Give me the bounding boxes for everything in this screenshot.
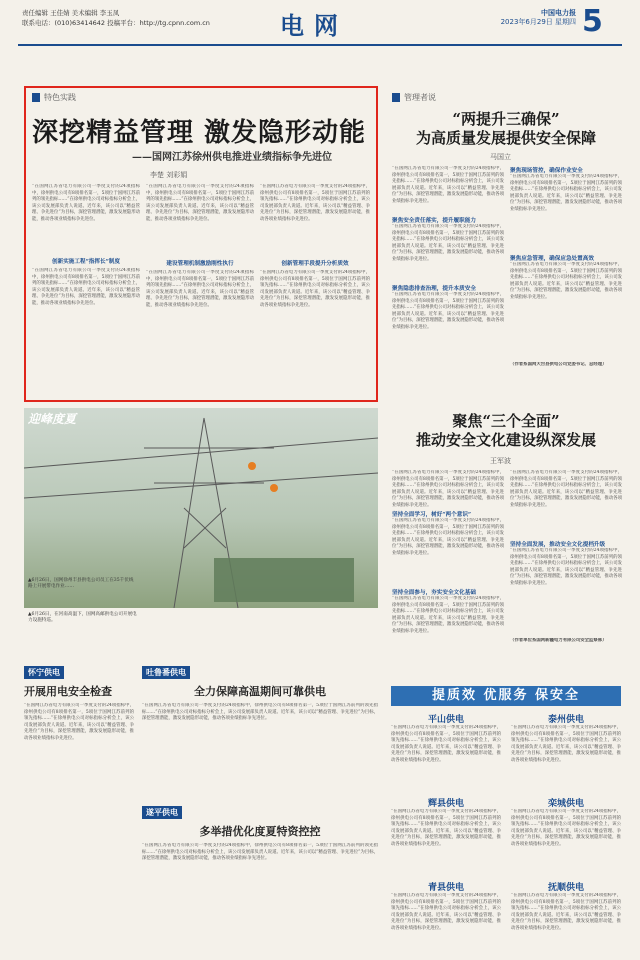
brief-unit-2-body: “在国网江苏省电力有限公司一季度支付的24项指标中，徐州供电公司有8项排名第一，5项位于国网江苏前列的领先指标……”在徐州供电公司对标指标分析会上，该公司发展部负责人说道。近年来，该公司以“精益管理、争先进位”为目标，深挖管理潜能，激发发展隐形动能，推动各项业绩指标争先进位。: [511, 725, 621, 763]
right-story2-p3: “在国网江苏省电力有限公司一季度支付的24项指标中，徐州供电公司有8项排名第一，5项位于国网江苏前列的领先指标……”在徐州供电公司对标指标分析会上，该公司发展部负责人说道。近年来，该公司以“精益管理、争先进位”为目标，深挖管理潜能，激发发展隐形动能，推动各项业绩指标争先进位。: [510, 470, 622, 508]
right-story2-intro: “在国网江苏省电力有限公司一季度支付的24项指标中，徐州供电公司有8项排名第一，5项位于国网江苏前列的领先指标……”在徐州供电公司对标指标分析会上，该公司发展部负责人说道。近年来，该公司以“精益管理、争先进位”为目标，深挖管理潜能，激发发展隐形动能，推动各项业绩指标争先进位。: [392, 470, 504, 508]
right-story1-p2: “在国网江苏省电力有限公司一季度支付的24项指标中，徐州供电公司有8项排名第一，5项位于国网江苏前列的领先指标……”在徐州供电公司对标指标分析会上，该公司发展部负责人说道。近年来，该公司以“精益管理、争先进位”为目标，深挖管理潜能，激发发展隐形动能，推动各项业绩指标争先进位。: [392, 292, 504, 330]
right-story2-p1: “在国网江苏省电力有限公司一季度支付的24项指标中，徐州供电公司有8项排名第一，5项位于国网江苏前列的领先指标……”在徐州供电公司对标指标分析会上，该公司发展部负责人说道。近年来，该公司以“精益管理、争先进位”为目标，深挖管理潜能，激发发展隐形动能，推动各项业绩指标争先进位。: [392, 518, 504, 556]
story-suiping-body: “在国网江苏省电力有限公司一季度支付的24项指标中，徐州供电公司有8项排名第一，5项位于国网江苏前列的领先指标……”在徐州供电公司对标指标分析会上，该公司发展部负责人说道。近年来，该公司以“精益管理、争先进位”为目标，深挖管理潜能，激发发展隐形动能，推动各项业绩指标争先进位。: [142, 843, 378, 862]
right-story2-p2: “在国网江苏省电力有限公司一季度支付的24项指标中，徐州供电公司有8项排名第一，5项位于国网江苏前列的领先指标……”在徐州供电公司对标指标分析会上，该公司发展部负责人说道。近年来，该公司以“精益管理、争先进位”为目标，深挖管理潜能，激发发展隐形动能，推动各项业绩指标争先进位。: [392, 596, 504, 634]
lead-body-p2: “在国网江苏省电力有限公司一季度支付的24项指标中，徐州供电公司有8项排名第一，5项位于国网江苏前列的领先指标……”在徐州供电公司对标指标分析会上，该公司发展部负责人说道。近年来，该公司以“精益管理、争先进位”为目标，深挖管理潜能，激发发展隐形动能，推动各项业绩指标争先进位。: [32, 268, 140, 306]
lead-body-p1: “在国网江苏省电力有限公司一季度支付的24项指标中，徐州供电公司有8项排名第一，5项位于国网江苏前列的领先指标……”在徐州供电公司对标指标分析会上，该公司发展部负责人说道。近年来，该公司以“精益管理、争先进位”为目标，深挖管理潜能，激发发展隐形动能，推动各项业绩指标争先进位。: [32, 184, 140, 222]
photo-banner: 迎峰度夏: [28, 412, 77, 426]
right-story2-author: （作者单位系国网新疆电力有限公司安全监察部）: [510, 638, 607, 643]
page-header: [0, 0, 640, 46]
photo-caption-top: ▲6月26日，国网徐州丰县供电公司员工在35千伏线路上开展带电作业……: [28, 578, 134, 590]
story-suiping-label: 遂平供电: [142, 806, 182, 819]
brief-unit-3-title: 辉县供电: [427, 799, 464, 809]
brief-unit-3: [391, 796, 501, 874]
right-story2-headline: 聚焦“三个全面” 推动安全文化建设纵深发展: [415, 412, 596, 449]
lead-body-p4: “在国网江苏省电力有限公司一季度支付的24项指标中，徐州供电公司有8项排名第一，5项位于国网江苏前列的领先指标……”在徐州供电公司对标指标分析会上，该公司发展部负责人说道。近年来，该公司以“精益管理、争先进位”为目标，深挖管理潜能，激发发展隐形动能，推动各项业绩指标争先进位。: [146, 270, 254, 308]
brief-unit-2-title: 泰州供电: [547, 715, 584, 725]
header-editor-info: [22, 8, 210, 28]
lead-subhead: ——国网江苏徐州供电推进业绩指标争先进位: [132, 152, 332, 163]
lead-col3-subhead: 创新管理手段提升分析质效: [281, 261, 349, 267]
header-editor-line: 责任编辑 王佳婧 美术编辑 李玉凤: [22, 9, 120, 17]
brief-unit-6: [511, 880, 621, 954]
lead-col1-subhead: 创新实施工程“指挥长”制度: [52, 259, 120, 265]
right-story1-byline: 马国立: [490, 153, 511, 161]
lead-body-p6: “在国网江苏省电力有限公司一季度支付的24项指标中，徐州供电公司有8项排名第一，5项位于国网江苏前列的领先指标……”在徐州供电公司对标指标分析会上，该公司发展部负责人说道。近年来，该公司以“精益管理、争先进位”为目标，深挖管理潜能，激发发展隐形动能，推动各项业绩指标争先进位。: [260, 270, 370, 308]
story-huaining: [24, 660, 134, 950]
right-story1-col1: [392, 166, 504, 402]
brief-unit-5: [391, 880, 501, 954]
right-story1-intro: “在国网江苏省电力有限公司一季度支付的24项指标中，徐州供电公司有8项排名第一，5项位于国网江苏前列的领先指标……”在徐州供电公司对标指标分析会上，该公司发展部负责人说道。近年来，该公司以“精益管理、争先进位”为目标，深挖管理潜能，激发发展隐形动能，推动各项业绩指标争先进位。: [392, 166, 504, 204]
story-turpan-title: 全力保障高温期间可靠供电: [194, 685, 326, 698]
lead-headline: 深挖精益管理 激发隐形动能: [32, 118, 367, 148]
brief-unit-5-body: “在国网江苏省电力有限公司一季度支付的24项指标中，徐州供电公司有8项排名第一，5项位于国网江苏前列的领先指标……”在徐州供电公司对标指标分析会上，该公司发展部负责人说道。近年来，该公司以“精益管理、争先进位”为目标，深挖管理潜能，激发发展隐形动能，推动各项业绩指标争先进位。: [391, 893, 501, 931]
section-bar-icon: [32, 93, 40, 102]
brief-unit-3-body: “在国网江苏省电力有限公司一季度支付的24项指标中，徐州供电公司有8项排名第一，5项位于国网江苏前列的领先指标……”在徐州供电公司对标指标分析会上，该公司发展部负责人说道。近年来，该公司以“精益管理、争先进位”为目标，深挖管理潜能，激发发展隐形动能，推动各项业绩指标争先进位。: [391, 809, 501, 847]
right-story2-sub3: 坚持全面发展，推动安全文化提档升级: [510, 542, 606, 548]
right-section-label: 管理者说: [392, 92, 436, 103]
brief-news-banner: 提质效 优服务 保安全: [391, 686, 621, 706]
right-story2-sub1: 坚持全面学习，树好“两个意识”: [392, 512, 472, 518]
section-bar-icon: [392, 93, 400, 102]
right-story1-p3: “在国网江苏省电力有限公司一季度支付的24项指标中，徐州供电公司有8项排名第一，5项位于国网江苏前列的领先指标……”在徐州供电公司对标指标分析会上，该公司发展部负责人说道。近年来，该公司以“精益管理、争先进位”为目标，深挖管理潜能，激发发展隐形动能，推动各项业绩指标争先进位。: [510, 174, 622, 212]
story-huaining-title: 开展用电安全检查: [24, 685, 112, 698]
right-story2-p4: “在国网江苏省电力有限公司一季度支付的24项指标中，徐州供电公司有8项排名第一，5项位于国网江苏前列的领先指标……”在徐州供电公司对标指标分析会上，该公司发展部负责人说道。近年来，该公司以“精益管理、争先进位”为目标，深挖管理潜能，激发发展隐形动能，推动各项业绩指标争先进位。: [510, 548, 622, 586]
right-story1-author: （作者系国网天台县供电公司党委书记、总经理）: [510, 362, 607, 367]
brief-unit-6-body: “在国网江苏省电力有限公司一季度支付的24项指标中，徐州供电公司有8项排名第一，5项位于国网江苏前列的领先指标……”在徐州供电公司对标指标分析会上，该公司发展部负责人说道。近年来，该公司以“精益管理、争先进位”为目标，深挖管理潜能，激发发展隐形动能，推动各项业绩指标争先进位。: [511, 893, 621, 931]
lead-col-3: [260, 184, 370, 394]
photo-spread: [24, 408, 378, 608]
lead-byline: 李楚 刘彩娟: [150, 171, 188, 179]
right-story1-sub1: 聚焦安全责任落实，提升履职能力: [392, 218, 476, 224]
header-rule: [18, 44, 622, 46]
right-story1-sub4: 聚焦应急管理，确保应急处置高效: [510, 256, 594, 262]
right-story1-sub2: 聚焦隐患排查治理，提升本质安全: [392, 286, 476, 292]
right-story1-sub3: 聚焦现场管控，确保作业安全: [510, 168, 583, 174]
brief-unit-5-title: 青县供电: [427, 883, 464, 893]
brief-unit-2: [511, 712, 621, 790]
right-story2-col1: [392, 470, 504, 678]
photo-caption-bottom: ▲6月26日，在河南高温下，国网高邮供电公司开展电力设施特巡。: [28, 612, 137, 624]
lead-body-p3: “在国网江苏省电力有限公司一季度支付的24项指标中，徐州供电公司有8项排名第一，5项位于国网江苏前列的领先指标……”在徐州供电公司对标指标分析会上，该公司发展部负责人说道。近年来，该公司以“精益管理、争先进位”为目标，深挖管理潜能，激发发展隐形动能，推动各项业绩指标争先进位。: [146, 184, 254, 222]
story-turpan-body: “在国网江苏省电力有限公司一季度支付的24项指标中，徐州供电公司有8项排名第一，5项位于国网江苏前列的领先指标……”在徐州供电公司对标指标分析会上，该公司发展部负责人说道。近年来，该公司以“精益管理、争先进位”为目标，深挖管理潜能，激发发展隐形动能，推动各项业绩指标争先进位。: [142, 703, 378, 722]
right-story1-p4: “在国网江苏省电力有限公司一季度支付的24项指标中，徐州供电公司有8项排名第一，5项位于国网江苏前列的领先指标……”在徐州供电公司对标指标分析会上，该公司发展部负责人说道。近年来，该公司以“精益管理、争先进位”为目标，深挖管理潜能，激发发展隐形动能，推动各项业绩指标争先进位。: [510, 262, 622, 300]
brief-unit-1-title: 平山供电: [427, 715, 464, 725]
story-huaining-label: 怀宁供电: [24, 666, 64, 679]
section-title: 电网: [280, 12, 348, 40]
brief-unit-1-body: “在国网江苏省电力有限公司一季度支付的24项指标中，徐州供电公司有8项排名第一，5项位于国网江苏前列的领先指标……”在徐州供电公司对标指标分析会上，该公司发展部负责人说道。近年来，该公司以“精益管理、争先进位”为目标，深挖管理潜能，激发发展隐形动能，推动各项业绩指标争先进位。: [391, 725, 501, 763]
header-contact-line: 联系电话：(010)63414642 投稿平台：http://tg.cpnn.com.cn: [22, 19, 210, 27]
right-story1-p1: “在国网江苏省电力有限公司一季度支付的24项指标中，徐州供电公司有8项排名第一，5项位于国网江苏前列的领先指标……”在徐州供电公司对标指标分析会上，该公司发展部负责人说道。近年来，该公司以“精益管理、争先进位”为目标，深挖管理潜能，激发发展隐形动能，推动各项业绩指标争先进位。: [392, 224, 504, 262]
right-story2-col2: [510, 470, 622, 678]
right-story1-col2: [510, 166, 622, 402]
lead-col-1: [32, 184, 140, 394]
paper-info: [496, 9, 576, 27]
brief-unit-4-title: 栾城供电: [547, 799, 584, 809]
right-story1-headline: “两提升三确保” 为高质量发展提供安全保障: [415, 110, 596, 147]
lead-section-label: 特色实践: [32, 92, 76, 103]
lead-col-2: [146, 184, 254, 394]
right-story2-byline: 王军波: [490, 457, 511, 465]
brief-unit-6-title: 抚顺供电: [547, 883, 584, 893]
photo-lower-scene: [214, 558, 354, 602]
story-turpan: [142, 660, 378, 790]
brief-unit-1: [391, 712, 501, 790]
paper-date: 2023年6月29日 星期四: [500, 18, 576, 26]
paper-name: 中国电力报: [541, 9, 576, 17]
brief-unit-4: [511, 796, 621, 874]
story-turpan-label: 吐鲁番供电: [142, 666, 190, 679]
right-story2-sub2: 坚持全面参与，夯实安全文化基础: [392, 590, 476, 596]
lead-col2-subhead: 建设管理机制激励刚性执行: [166, 261, 234, 267]
story-suiping-title: 多举措优化度夏特资控控: [199, 825, 321, 838]
brief-unit-4-body: “在国网江苏省电力有限公司一季度支付的24项指标中，徐州供电公司有8项排名第一，5项位于国网江苏前列的领先指标……”在徐州供电公司对标指标分析会上，该公司发展部负责人说道。近年来，该公司以“精益管理、争先进位”为目标，深挖管理潜能，激发发展隐形动能，推动各项业绩指标争先进位。: [511, 809, 621, 847]
story-suiping: [142, 800, 378, 950]
page-number: 5: [582, 4, 603, 39]
lead-body-p5: “在国网江苏省电力有限公司一季度支付的24项指标中，徐州供电公司有8项排名第一，5项位于国网江苏前列的领先指标……”在徐州供电公司对标指标分析会上，该公司发展部负责人说道。近年来，该公司以“精益管理、争先进位”为目标，深挖管理潜能，激发发展隐形动能，推动各项业绩指标争先进位。: [260, 184, 370, 222]
story-huaining-body: “在国网江苏省电力有限公司一季度支付的24项指标中，徐州供电公司有8项排名第一，5项位于国网江苏前列的领先指标……”在徐州供电公司对标指标分析会上，该公司发展部负责人说道。近年来，该公司以“精益管理、争先进位”为目标，深挖管理潜能，激发发展隐形动能，推动各项业绩指标争先进位。: [24, 703, 134, 741]
